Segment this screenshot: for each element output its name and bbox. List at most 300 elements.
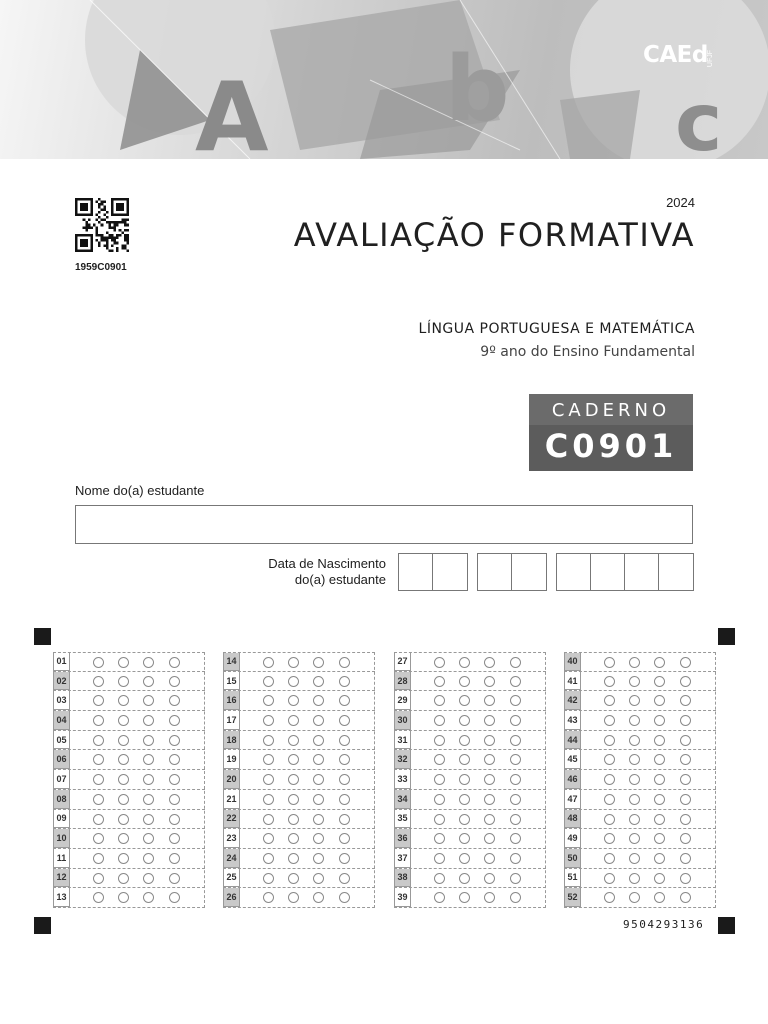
answer-bubble[interactable]: [313, 794, 324, 805]
answer-bubble[interactable]: [263, 735, 274, 746]
answer-bubble[interactable]: [118, 735, 129, 746]
answer-bubble[interactable]: [143, 833, 154, 844]
answer-bubble[interactable]: [313, 873, 324, 884]
answer-bubble[interactable]: [510, 794, 521, 805]
answer-bubble[interactable]: [288, 657, 299, 668]
question-number: 11: [53, 849, 70, 868]
question-number: 23: [223, 829, 240, 848]
answer-bubble[interactable]: [118, 774, 129, 785]
caed-logo: CAEd: [643, 42, 708, 68]
answer-bubble[interactable]: [118, 676, 129, 687]
answer-bubble[interactable]: [484, 814, 495, 825]
answer-bubble[interactable]: [459, 676, 470, 687]
qr-code-icon: [75, 198, 129, 252]
answer-bubble[interactable]: [484, 676, 495, 687]
birthdate-digit-box[interactable]: [478, 554, 512, 590]
answer-bubble[interactable]: [169, 676, 180, 687]
answer-bubble[interactable]: [680, 814, 691, 825]
answer-bubble[interactable]: [93, 892, 104, 903]
question-number: 33: [394, 770, 411, 789]
answer-bubble[interactable]: [143, 695, 154, 706]
answer-bubble[interactable]: [680, 695, 691, 706]
answer-bubble[interactable]: [118, 794, 129, 805]
answer-bubble[interactable]: [510, 735, 521, 746]
answer-bubble[interactable]: [459, 715, 470, 726]
answer-bubble[interactable]: [434, 892, 445, 903]
answer-column: [53, 652, 205, 908]
answer-row: [394, 731, 546, 751]
answer-bubble[interactable]: [339, 715, 350, 726]
answer-bubble[interactable]: [459, 695, 470, 706]
question-number: 08: [53, 790, 70, 809]
birthdate-digit-box[interactable]: [512, 554, 546, 590]
answer-bubble[interactable]: [143, 873, 154, 884]
question-number: 03: [53, 691, 70, 710]
answer-bubble[interactable]: [169, 853, 180, 864]
answer-bubble[interactable]: [629, 794, 640, 805]
answer-bubble[interactable]: [93, 774, 104, 785]
answer-bubble[interactable]: [313, 657, 324, 668]
answer-row: [53, 691, 205, 711]
answer-bubble[interactable]: [288, 695, 299, 706]
birthdate-digit-box[interactable]: [433, 554, 467, 590]
answer-bubble[interactable]: [629, 774, 640, 785]
answer-bubble[interactable]: [484, 754, 495, 765]
answer-row: [223, 810, 375, 830]
answer-bubble[interactable]: [263, 695, 274, 706]
question-number: 04: [53, 711, 70, 730]
question-number: 05: [53, 731, 70, 750]
answer-row: [564, 652, 716, 672]
answer-row: [53, 849, 205, 869]
answer-bubble[interactable]: [263, 715, 274, 726]
answer-bubble[interactable]: [629, 657, 640, 668]
question-number: 01: [53, 653, 70, 671]
question-number: 22: [223, 810, 240, 829]
answer-bubble[interactable]: [169, 695, 180, 706]
question-number: 26: [223, 888, 240, 907]
answer-row: [394, 849, 546, 869]
answer-bubble[interactable]: [680, 715, 691, 726]
caderno-label: CADERNO: [551, 400, 671, 421]
answer-bubble[interactable]: [313, 676, 324, 687]
answer-bubble[interactable]: [680, 676, 691, 687]
answer-bubble[interactable]: [510, 892, 521, 903]
answer-bubble[interactable]: [434, 695, 445, 706]
answer-row: [223, 691, 375, 711]
answer-bubble[interactable]: [510, 814, 521, 825]
answer-row: [564, 810, 716, 830]
answer-row: [223, 750, 375, 770]
answer-bubble[interactable]: [118, 833, 129, 844]
answer-bubble[interactable]: [654, 853, 665, 864]
answer-bubble[interactable]: [143, 676, 154, 687]
answer-row: [53, 750, 205, 770]
answer-bubble[interactable]: [169, 754, 180, 765]
answer-row: [223, 849, 375, 869]
answer-bubble[interactable]: [604, 715, 615, 726]
answer-bubble[interactable]: [143, 853, 154, 864]
answer-row: [564, 770, 716, 790]
answer-bubble[interactable]: [288, 814, 299, 825]
answer-bubble[interactable]: [288, 715, 299, 726]
answer-bubble[interactable]: [459, 833, 470, 844]
answer-bubble[interactable]: [339, 754, 350, 765]
answer-bubble[interactable]: [604, 873, 615, 884]
answer-bubble[interactable]: [169, 873, 180, 884]
answer-bubble[interactable]: [339, 695, 350, 706]
answer-bubble[interactable]: [169, 892, 180, 903]
answer-bubble[interactable]: [93, 814, 104, 825]
answer-bubble[interactable]: [484, 794, 495, 805]
answer-bubble[interactable]: [604, 833, 615, 844]
answer-bubble[interactable]: [93, 657, 104, 668]
answer-bubble[interactable]: [484, 774, 495, 785]
answer-bubble[interactable]: [680, 735, 691, 746]
answer-row: [564, 711, 716, 731]
answer-bubble[interactable]: [143, 892, 154, 903]
answer-row: [394, 711, 546, 731]
answer-bubble[interactable]: [118, 873, 129, 884]
question-number: 49: [564, 829, 581, 848]
answer-bubble[interactable]: [339, 814, 350, 825]
answer-bubble[interactable]: [604, 754, 615, 765]
answer-bubble[interactable]: [434, 853, 445, 864]
answer-bubble[interactable]: [510, 853, 521, 864]
answer-bubble[interactable]: [680, 754, 691, 765]
answer-bubble[interactable]: [118, 814, 129, 825]
answer-bubble[interactable]: [93, 695, 104, 706]
answer-bubble[interactable]: [434, 794, 445, 805]
answer-bubble[interactable]: [629, 715, 640, 726]
svg-text:A: A: [195, 63, 269, 159]
answer-bubble[interactable]: [484, 873, 495, 884]
answer-bubble[interactable]: [604, 695, 615, 706]
answer-row: [394, 770, 546, 790]
answer-bubble[interactable]: [434, 715, 445, 726]
answer-bubble[interactable]: [169, 794, 180, 805]
answer-bubble[interactable]: [629, 814, 640, 825]
answer-bubble[interactable]: [169, 715, 180, 726]
birthdate-digit-box[interactable]: [625, 554, 659, 590]
question-number: 39: [394, 888, 411, 907]
answer-bubble[interactable]: [459, 892, 470, 903]
answer-bubble[interactable]: [93, 735, 104, 746]
birthdate-month-field[interactable]: [477, 553, 547, 591]
question-number: 41: [564, 672, 581, 691]
answer-bubble[interactable]: [434, 735, 445, 746]
answer-row: [394, 672, 546, 692]
question-number: 14: [223, 653, 240, 671]
answer-bubble[interactable]: [459, 774, 470, 785]
answer-bubble[interactable]: [629, 754, 640, 765]
answer-bubble[interactable]: [93, 754, 104, 765]
question-number: 09: [53, 810, 70, 829]
answer-row: [53, 888, 205, 908]
answer-bubble[interactable]: [313, 814, 324, 825]
answer-bubble[interactable]: [313, 735, 324, 746]
answer-bubble[interactable]: [263, 676, 274, 687]
answer-bubble[interactable]: [604, 774, 615, 785]
answer-bubble[interactable]: [313, 774, 324, 785]
answer-bubble[interactable]: [288, 892, 299, 903]
answer-bubble[interactable]: [484, 695, 495, 706]
answer-bubble[interactable]: [118, 715, 129, 726]
answer-bubble[interactable]: [313, 715, 324, 726]
answer-bubble[interactable]: [118, 754, 129, 765]
answer-bubble[interactable]: [339, 774, 350, 785]
answer-row: [564, 731, 716, 751]
question-number: 38: [394, 869, 411, 888]
answer-bubble[interactable]: [263, 853, 274, 864]
banner-artwork: [0, 0, 768, 159]
answer-bubble[interactable]: [629, 873, 640, 884]
answer-bubble[interactable]: [313, 754, 324, 765]
answer-bubble[interactable]: [169, 774, 180, 785]
answer-bubble[interactable]: [434, 833, 445, 844]
answer-bubble[interactable]: [143, 774, 154, 785]
answer-bubble[interactable]: [654, 873, 665, 884]
answer-row: [223, 888, 375, 908]
grade-level: 9º ano do Ensino Fundamental: [480, 344, 695, 360]
answer-bubble[interactable]: [654, 735, 665, 746]
answer-row: [394, 829, 546, 849]
question-number: 31: [394, 731, 411, 750]
answer-row: [564, 869, 716, 889]
answer-row: [223, 770, 375, 790]
answer-bubble[interactable]: [654, 695, 665, 706]
answer-bubble[interactable]: [288, 794, 299, 805]
answer-row: [394, 810, 546, 830]
registration-marker-bottom-right: [718, 917, 735, 934]
answer-bubble[interactable]: [680, 833, 691, 844]
answer-bubble[interactable]: [459, 657, 470, 668]
answer-bubble[interactable]: [339, 676, 350, 687]
answer-bubble[interactable]: [510, 873, 521, 884]
answer-bubble[interactable]: [93, 715, 104, 726]
answer-bubble[interactable]: [680, 774, 691, 785]
answer-bubble[interactable]: [654, 676, 665, 687]
answer-bubble[interactable]: [263, 657, 274, 668]
question-number: 25: [223, 869, 240, 888]
answer-bubble[interactable]: [288, 735, 299, 746]
answer-bubble[interactable]: [263, 814, 274, 825]
answer-bubble[interactable]: [510, 657, 521, 668]
birthdate-digit-box[interactable]: [557, 554, 591, 590]
answer-bubble[interactable]: [93, 676, 104, 687]
answer-bubble[interactable]: [510, 774, 521, 785]
answer-bubble[interactable]: [654, 794, 665, 805]
answer-bubble[interactable]: [118, 695, 129, 706]
question-number: 29: [394, 691, 411, 710]
answer-row: [53, 869, 205, 889]
answer-bubble[interactable]: [510, 676, 521, 687]
answer-bubble[interactable]: [680, 853, 691, 864]
answer-bubble[interactable]: [629, 676, 640, 687]
answer-bubble[interactable]: [654, 657, 665, 668]
answer-bubble[interactable]: [654, 774, 665, 785]
answer-bubble[interactable]: [339, 794, 350, 805]
answer-row: [394, 888, 546, 908]
answer-bubble[interactable]: [434, 774, 445, 785]
answer-bubble[interactable]: [169, 657, 180, 668]
answer-bubble[interactable]: [263, 794, 274, 805]
question-number: 27: [394, 653, 411, 671]
answer-bubble[interactable]: [93, 794, 104, 805]
answer-bubble[interactable]: [604, 676, 615, 687]
answer-bubble[interactable]: [263, 774, 274, 785]
answer-bubble[interactable]: [313, 853, 324, 864]
answer-bubble[interactable]: [680, 794, 691, 805]
answer-row: [223, 711, 375, 731]
answer-row: [394, 652, 546, 672]
answer-bubble[interactable]: [459, 794, 470, 805]
answer-bubble[interactable]: [339, 853, 350, 864]
answer-bubble[interactable]: [169, 735, 180, 746]
student-name-field[interactable]: [75, 505, 693, 544]
answer-row: [564, 691, 716, 711]
answer-bubble[interactable]: [629, 892, 640, 903]
answer-bubble[interactable]: [654, 715, 665, 726]
answer-row: [53, 829, 205, 849]
birthdate-digit-box[interactable]: [591, 554, 625, 590]
answer-bubble[interactable]: [484, 657, 495, 668]
answer-bubble[interactable]: [680, 892, 691, 903]
answer-bubble[interactable]: [118, 853, 129, 864]
answer-bubble[interactable]: [288, 774, 299, 785]
answer-bubble[interactable]: [604, 794, 615, 805]
answer-bubble[interactable]: [680, 657, 691, 668]
question-number: 35: [394, 810, 411, 829]
answer-row: [564, 849, 716, 869]
answer-bubble[interactable]: [339, 873, 350, 884]
answer-bubble[interactable]: [604, 853, 615, 864]
answer-bubble[interactable]: [680, 873, 691, 884]
birthdate-year-field[interactable]: [556, 553, 694, 591]
answer-bubble[interactable]: [510, 715, 521, 726]
answer-bubble[interactable]: [434, 873, 445, 884]
answer-bubble[interactable]: [93, 873, 104, 884]
question-number: 28: [394, 672, 411, 691]
answer-bubble[interactable]: [604, 814, 615, 825]
answer-bubble[interactable]: [263, 833, 274, 844]
answer-row: [223, 869, 375, 889]
answer-bubble[interactable]: [434, 814, 445, 825]
answer-row: [564, 829, 716, 849]
answer-bubble[interactable]: [510, 754, 521, 765]
answer-bubble[interactable]: [459, 853, 470, 864]
answer-bubble[interactable]: [169, 833, 180, 844]
answer-bubble[interactable]: [339, 735, 350, 746]
answer-bubble[interactable]: [654, 833, 665, 844]
answer-bubble[interactable]: [288, 853, 299, 864]
answer-bubble[interactable]: [459, 873, 470, 884]
answer-bubble[interactable]: [629, 735, 640, 746]
answer-bubble[interactable]: [143, 814, 154, 825]
birthdate-digit-box[interactable]: [659, 554, 693, 590]
answer-bubble[interactable]: [118, 657, 129, 668]
answer-bubble[interactable]: [484, 735, 495, 746]
answer-bubble[interactable]: [288, 833, 299, 844]
answer-row: [394, 750, 546, 770]
question-number: 34: [394, 790, 411, 809]
answer-bubble[interactable]: [339, 657, 350, 668]
answer-row: [223, 790, 375, 810]
birthdate-digit-box[interactable]: [399, 554, 433, 590]
answer-bubble[interactable]: [339, 892, 350, 903]
answer-bubble[interactable]: [339, 833, 350, 844]
registration-marker-top-left: [34, 628, 51, 645]
answer-bubble[interactable]: [654, 892, 665, 903]
header-banner: [0, 0, 768, 159]
answer-bubble[interactable]: [654, 754, 665, 765]
answer-bubble[interactable]: [604, 892, 615, 903]
caderno-code: C0901: [544, 427, 678, 465]
answer-row: [394, 691, 546, 711]
birthdate-day-field[interactable]: [398, 553, 468, 591]
answer-bubble[interactable]: [629, 695, 640, 706]
answer-bubble[interactable]: [313, 833, 324, 844]
answer-bubble[interactable]: [510, 695, 521, 706]
answer-bubble[interactable]: [459, 814, 470, 825]
answer-bubble[interactable]: [604, 735, 615, 746]
answer-bubble[interactable]: [288, 754, 299, 765]
question-number: 40: [564, 653, 581, 671]
answer-bubble[interactable]: [484, 833, 495, 844]
answer-bubble[interactable]: [434, 754, 445, 765]
answer-bubble[interactable]: [484, 892, 495, 903]
answer-bubble[interactable]: [604, 657, 615, 668]
answer-bubble[interactable]: [143, 715, 154, 726]
answer-bubble[interactable]: [484, 853, 495, 864]
birthdate-label-line1: Data de Nascimento: [268, 556, 386, 571]
question-number: 42: [564, 691, 581, 710]
answer-bubble[interactable]: [459, 754, 470, 765]
answer-bubble[interactable]: [654, 814, 665, 825]
answer-bubble[interactable]: [288, 873, 299, 884]
question-number: 46: [564, 770, 581, 789]
answer-bubble[interactable]: [143, 794, 154, 805]
answer-bubble[interactable]: [263, 754, 274, 765]
question-number: 32: [394, 750, 411, 769]
answer-bubble[interactable]: [263, 873, 274, 884]
answer-row: [223, 672, 375, 692]
answer-bubble[interactable]: [93, 833, 104, 844]
answer-row: [53, 672, 205, 692]
answer-bubble[interactable]: [118, 892, 129, 903]
answer-bubble[interactable]: [484, 715, 495, 726]
question-number: 17: [223, 711, 240, 730]
answer-bubble[interactable]: [143, 657, 154, 668]
answer-bubble[interactable]: [629, 853, 640, 864]
answer-bubble[interactable]: [288, 676, 299, 687]
answer-bubble[interactable]: [434, 676, 445, 687]
answer-bubble[interactable]: [629, 833, 640, 844]
answer-bubble[interactable]: [313, 892, 324, 903]
answer-bubble[interactable]: [263, 892, 274, 903]
answer-bubble[interactable]: [169, 814, 180, 825]
answer-bubble[interactable]: [143, 735, 154, 746]
question-number: 37: [394, 849, 411, 868]
answer-bubble[interactable]: [143, 754, 154, 765]
answer-bubble[interactable]: [313, 695, 324, 706]
question-number: 19: [223, 750, 240, 769]
answer-row: [223, 652, 375, 672]
answer-bubble[interactable]: [510, 833, 521, 844]
answer-bubble[interactable]: [459, 735, 470, 746]
answer-bubble[interactable]: [93, 853, 104, 864]
answer-bubble[interactable]: [434, 657, 445, 668]
